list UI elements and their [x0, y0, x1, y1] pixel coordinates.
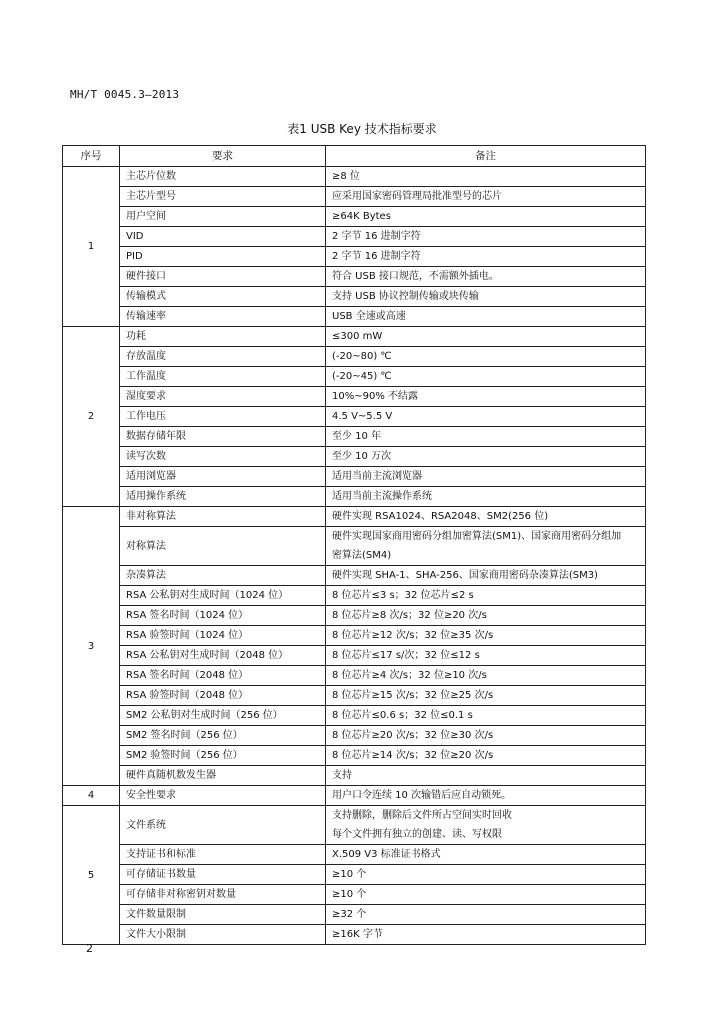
note-cell — [326, 806, 646, 845]
note-cell — [326, 527, 646, 566]
table-row — [63, 586, 646, 606]
requirement-cell: 数据存储年限 — [120, 427, 326, 447]
requirement-cell: PID — [120, 247, 326, 267]
note-cell — [326, 905, 646, 925]
requirement-cell: RSA 公私钥对生成时间（1024 位） — [120, 586, 326, 606]
note-line: ≥10 个 — [332, 889, 367, 900]
table-row — [63, 666, 646, 686]
note-line: ≥16K 字节 — [332, 929, 383, 940]
requirement-cell: 湿度要求 — [120, 387, 326, 407]
requirement-cell: 硬件接口 — [120, 267, 326, 287]
note-cell — [326, 447, 646, 467]
note-line: X.509 V3 标准证书格式 — [332, 849, 441, 860]
requirement-cell: 非对称算法 — [120, 507, 326, 527]
table-row — [63, 347, 646, 367]
table-row — [63, 726, 646, 746]
requirement-cell: 读写次数 — [120, 447, 326, 467]
requirement-cell: 支持证书和标准 — [120, 845, 326, 865]
note-line: ≤300 mW — [332, 331, 383, 342]
table-row — [63, 267, 646, 287]
table-row — [63, 287, 646, 307]
note-line: ≥32 个 — [332, 909, 367, 920]
requirement-cell: 适用浏览器 — [120, 467, 326, 487]
note-cell — [326, 287, 646, 307]
table-row — [63, 207, 646, 227]
requirement-cell: 传输速率 — [120, 307, 326, 327]
note-line: 8 位芯片≥8 次/s；32 位≥20 次/s — [332, 610, 487, 621]
table-row — [63, 706, 646, 726]
requirement-cell: 文件数量限制 — [120, 905, 326, 925]
note-cell — [326, 247, 646, 267]
note-line: ≥8 位 — [332, 171, 360, 182]
note-line: ≥10 个 — [332, 869, 367, 880]
note-line: 支持删除，删除后文件所占空间实时回收 — [332, 810, 512, 821]
table-row — [63, 806, 646, 845]
note-line: 8 位芯片≥14 次/s；32 位≥20 次/s — [332, 750, 494, 761]
column-header-no: 序号 — [63, 146, 120, 167]
table-row — [63, 766, 646, 786]
note-cell — [326, 885, 646, 905]
note-cell — [326, 487, 646, 507]
note-cell — [326, 427, 646, 447]
note-cell — [326, 327, 646, 347]
table-row — [63, 227, 646, 247]
note-cell — [326, 666, 646, 686]
note-cell — [326, 467, 646, 487]
note-line: 2 字节 16 进制字符 — [332, 251, 421, 262]
requirement-cell: 工作电压 — [120, 407, 326, 427]
note-cell — [326, 407, 646, 427]
note-cell — [326, 267, 646, 287]
note-line: 至少 10 万次 — [332, 451, 392, 462]
table-row — [63, 746, 646, 766]
note-line: 8 位芯片≥12 次/s；32 位≥35 次/s — [332, 630, 494, 641]
requirement-cell: RSA 签名时间（2048 位） — [120, 666, 326, 686]
table-row — [63, 487, 646, 507]
table-row — [63, 187, 646, 207]
requirement-cell: 传输模式 — [120, 287, 326, 307]
note-cell — [326, 507, 646, 527]
requirement-cell: 工作温度 — [120, 367, 326, 387]
table-row — [63, 865, 646, 885]
note-line: 8 位芯片≥4 次/s；32 位≥10 次/s — [332, 670, 487, 681]
note-cell — [326, 307, 646, 327]
note-line: 每个文件拥有独立的创建、读、写权限 — [332, 829, 502, 840]
table-row — [63, 387, 646, 407]
table-row — [63, 307, 646, 327]
requirement-cell: SM2 公私钥对生成时间（256 位） — [120, 706, 326, 726]
table-row — [63, 407, 646, 427]
requirement-cell: 主芯片型号 — [120, 187, 326, 207]
note-cell — [326, 167, 646, 187]
requirement-cell: 安全性要求 — [120, 786, 326, 806]
table-row — [63, 427, 646, 447]
table-row — [63, 925, 646, 945]
column-header-note: 备注 — [326, 146, 646, 167]
table-row — [63, 507, 646, 527]
table-row — [63, 646, 646, 666]
requirement-cell: 可存储非对称密钥对数量 — [120, 885, 326, 905]
note-line: 8 位芯片≥15 次/s；32 位≥25 次/s — [332, 690, 494, 701]
note-cell — [326, 586, 646, 606]
note-line: (-20~80) ℃ — [332, 351, 392, 362]
row-group-number: 2 — [63, 327, 120, 507]
column-header-requirement: 要求 — [120, 146, 326, 167]
note-line: 应采用国家密码管理局批准型号的芯片 — [332, 191, 502, 202]
note-line: 10%~90% 不结露 — [332, 391, 419, 402]
note-line: 硬件实现 RSA1024、RSA2048、SM2(256 位) — [332, 511, 549, 522]
note-cell — [326, 865, 646, 885]
note-cell — [326, 626, 646, 646]
note-line: 密算法(SM4) — [332, 550, 392, 561]
note-line: 支持 — [332, 770, 352, 781]
table-row — [63, 367, 646, 387]
requirement-cell: 功耗 — [120, 327, 326, 347]
note-cell — [326, 566, 646, 586]
note-line: ≥64K Bytes — [332, 211, 391, 222]
note-line: 硬件实现 SHA-1、SHA-256、国家商用密码杂凑算法(SM3) — [332, 570, 598, 581]
requirement-cell: 硬件真随机数发生器 — [120, 766, 326, 786]
note-cell — [326, 786, 646, 806]
note-cell — [326, 686, 646, 706]
note-cell — [326, 706, 646, 726]
requirement-cell: VID — [120, 227, 326, 247]
requirement-cell: 可存储证书数量 — [120, 865, 326, 885]
requirement-cell: RSA 验签时间（1024 位） — [120, 626, 326, 646]
note-line: 至少 10 年 — [332, 431, 382, 442]
note-line: 4.5 V~5.5 V — [332, 411, 393, 422]
requirement-cell: 存放温度 — [120, 347, 326, 367]
requirement-cell: 适用操作系统 — [120, 487, 326, 507]
note-line: 8 位芯片≤3 s；32 位芯片≤2 s — [332, 590, 474, 601]
requirement-cell: 文件系统 — [120, 806, 326, 845]
table-row — [63, 247, 646, 267]
row-group-number: 4 — [63, 786, 120, 806]
note-line: 支持 USB 协议控制传输或块传输 — [332, 291, 479, 302]
note-cell — [326, 746, 646, 766]
spec-table — [62, 145, 646, 945]
table-row — [63, 905, 646, 925]
table-row — [63, 686, 646, 706]
note-cell — [326, 925, 646, 945]
note-line: 适用当前主流操作系统 — [332, 491, 432, 502]
requirement-cell: 对称算法 — [120, 527, 326, 566]
row-group-number: 5 — [63, 806, 120, 945]
page-number: 2 — [86, 942, 93, 955]
standard-code: MH/T 0045.3—2013 — [70, 88, 180, 101]
note-cell — [326, 187, 646, 207]
note-cell — [326, 387, 646, 407]
note-cell — [326, 766, 646, 786]
note-line: 8 位芯片≤17 s/次；32 位≤12 s — [332, 650, 480, 661]
table-row — [63, 606, 646, 626]
requirement-cell: RSA 公私钥对生成时间（2048 位） — [120, 646, 326, 666]
note-cell — [326, 845, 646, 865]
requirement-cell: 用户空间 — [120, 207, 326, 227]
requirement-cell: 杂凑算法 — [120, 566, 326, 586]
note-line: 2 字节 16 进制字符 — [332, 231, 421, 242]
table-header-row — [63, 146, 646, 167]
note-cell — [326, 207, 646, 227]
requirement-cell: RSA 验签时间（2048 位） — [120, 686, 326, 706]
note-cell — [326, 726, 646, 746]
requirement-cell: RSA 签名时间（1024 位） — [120, 606, 326, 626]
requirement-cell: SM2 验签时间（256 位） — [120, 746, 326, 766]
note-cell — [326, 646, 646, 666]
table-row — [63, 167, 646, 187]
note-line: (-20~45) ℃ — [332, 371, 392, 382]
note-cell — [326, 367, 646, 387]
table-body — [63, 167, 646, 945]
note-line: 8 位芯片≥20 次/s；32 位≥30 次/s — [332, 730, 494, 741]
requirement-cell: 文件大小限制 — [120, 925, 326, 945]
table-row — [63, 447, 646, 467]
table-row — [63, 885, 646, 905]
table-row — [63, 626, 646, 646]
note-line: USB 全速或高速 — [332, 311, 406, 322]
table-row — [63, 527, 646, 566]
requirement-cell: SM2 签名时间（256 位） — [120, 726, 326, 746]
row-group-number: 1 — [63, 167, 120, 327]
table-row — [63, 467, 646, 487]
table-row — [63, 786, 646, 806]
note-line: 适用当前主流浏览器 — [332, 471, 422, 482]
note-line: 用户口令连续 10 次输错后应自动锁死。 — [332, 790, 512, 801]
note-line: 8 位芯片≤0.6 s；32 位≤0.1 s — [332, 710, 473, 721]
note-line: 符合 USB 接口规范，不需额外插电。 — [332, 271, 499, 282]
note-cell — [326, 347, 646, 367]
note-cell — [326, 227, 646, 247]
row-group-number: 3 — [63, 507, 120, 786]
table-row — [63, 327, 646, 347]
requirement-cell: 主芯片位数 — [120, 167, 326, 187]
table-row — [63, 845, 646, 865]
table-title: 表1 USB Key 技术指标要求 — [287, 122, 437, 136]
note-line: 硬件实现国家商用密码分组加密算法(SM1)、国家商用密码分组加 — [332, 531, 622, 542]
table-row — [63, 566, 646, 586]
note-cell — [326, 606, 646, 626]
